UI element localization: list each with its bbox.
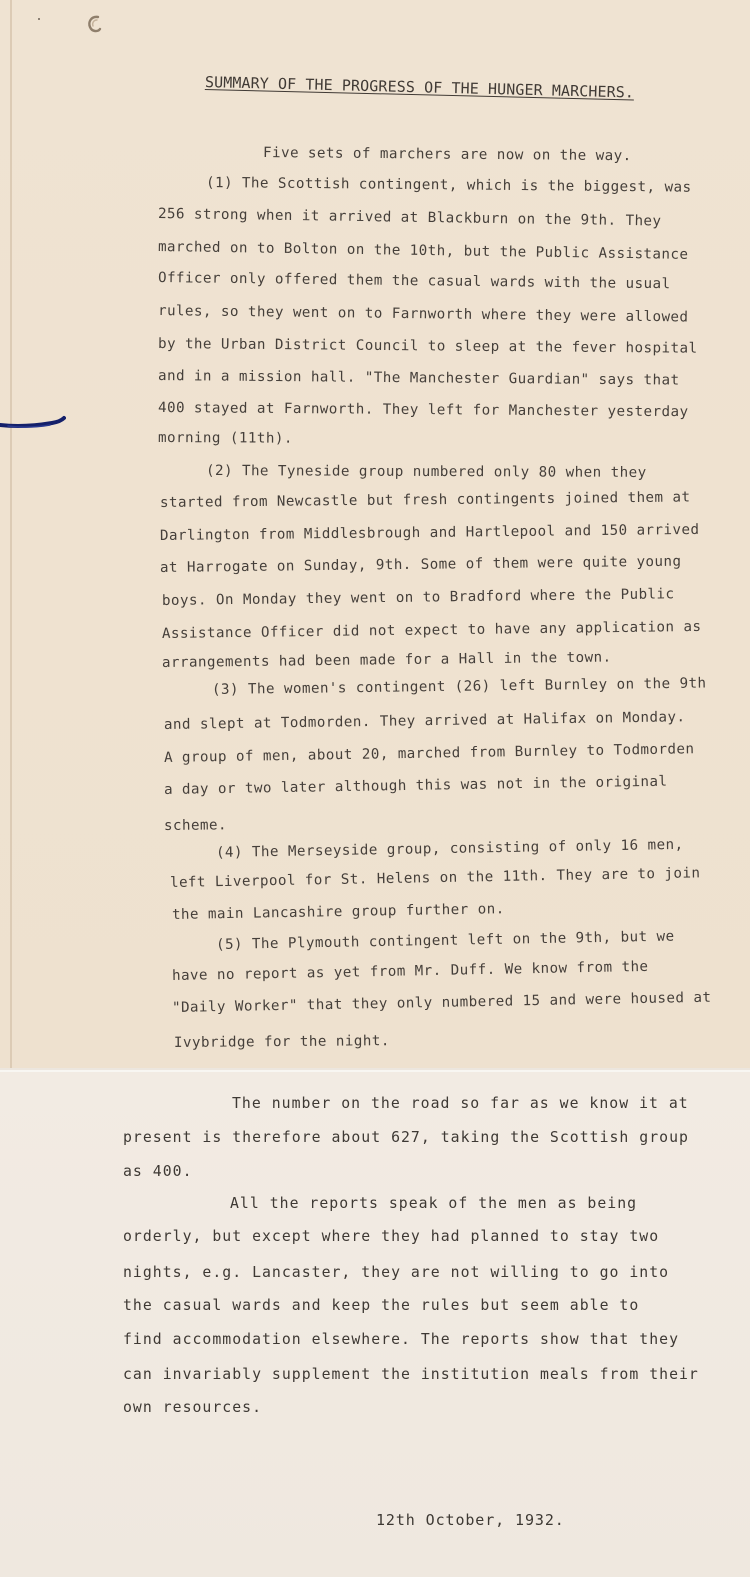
text-line: Five sets of marchers are now on the way. [262, 145, 632, 165]
text-line: orderly, but except where they had planned to stay two [123, 1228, 660, 1245]
text-line: the casual wards and keep the rules but seem able to [123, 1297, 640, 1314]
text-line: Ivybridge for the night. [173, 1033, 390, 1051]
text-line: A group of men, about 20, marched from Burnley to Todmorden [163, 741, 695, 766]
text-line: by the Urban District Council to sleep at the fever hospital [157, 336, 698, 357]
text-line: and in a mission hall. "The Manchester Guardian" says that [157, 368, 680, 389]
text-line: arrangements had been made for a Hall in the town. [161, 649, 612, 671]
text-line: Officer only offered them the casual wards with the usual [157, 270, 671, 293]
text-line: left Liverpool for St. Helens on the 11th. They are to join [169, 865, 701, 891]
text-line: All the reports speak of the men as being [230, 1195, 638, 1212]
punch-hole-mark [86, 14, 102, 34]
text-line: can invariably supplement the institution meals from their [123, 1366, 699, 1383]
text-line: (4) The Merseyside group, consisting of only 16 men, [215, 836, 684, 861]
text-line: boys. On Monday they went on to Bradford where the Public [161, 586, 675, 609]
document-title: SUMMARY OF THE PROGRESS OF THE HUNGER MARCHERS. [204, 73, 635, 102]
document-date: 12th October, 1932. [376, 1511, 565, 1529]
text-line: the main Lancashire group further on. [171, 901, 505, 923]
text-line: nights, e.g. Lancaster, they are not willing to go into [123, 1264, 670, 1281]
text-line: own resources. [123, 1399, 262, 1416]
text-line: (2) The Tyneside group numbered only 80 when they [205, 463, 647, 481]
text-line: as 400. [123, 1163, 193, 1180]
text-line: (5) The Plymouth contingent left on the 9th, but we [215, 928, 675, 953]
text-line: "Daily Worker" that they only numbered 15 and were housed at [171, 989, 712, 1016]
text-line: Darlington from Middlesbrough and Hartlepool and 150 arrived [159, 521, 700, 544]
text-line: (1) The Scottish contingent, which is the biggest, was [205, 175, 692, 196]
binding-thread [0, 414, 66, 434]
text-line: 400 stayed at Farnworth. They left for Manchester yesterday [157, 400, 689, 421]
text-line: morning (11th). [157, 430, 293, 447]
text-line: a day or two later although this was not in the original [163, 773, 668, 798]
text-line: scheme. [163, 817, 228, 834]
ink-speck [38, 18, 40, 20]
text-line: find accommodation elsewhere. The reports show that they [123, 1331, 679, 1348]
text-line: rules, so they went on to Farnworth where they were allowed [157, 303, 689, 326]
text-line: (3) The women's contingent (26) left Burnley on the 9th [211, 675, 707, 698]
text-line: 256 strong when it arrived at Blackburn on the 9th. They [157, 206, 662, 230]
text-line: marched on to Bolton on the 10th, but the Public Assistance [157, 239, 689, 263]
text-line: at Harrogate on Sunday, 9th. Some of them were quite young [159, 553, 682, 576]
text-line: present is therefore about 627, taking the Scottish group [123, 1129, 689, 1146]
text-line: The number on the road so far as we know it at [232, 1095, 689, 1112]
text-line: started from Newcastle but fresh contingents joined them at [159, 489, 691, 511]
text-line: have no report as yet from Mr. Duff. We know from the [171, 958, 649, 984]
text-line: and slept at Todmorden. They arrived at Halifax on Monday. [163, 709, 686, 733]
text-line: Assistance Officer did not expect to have any application as [161, 618, 702, 642]
document-page-2 [0, 1070, 750, 1577]
